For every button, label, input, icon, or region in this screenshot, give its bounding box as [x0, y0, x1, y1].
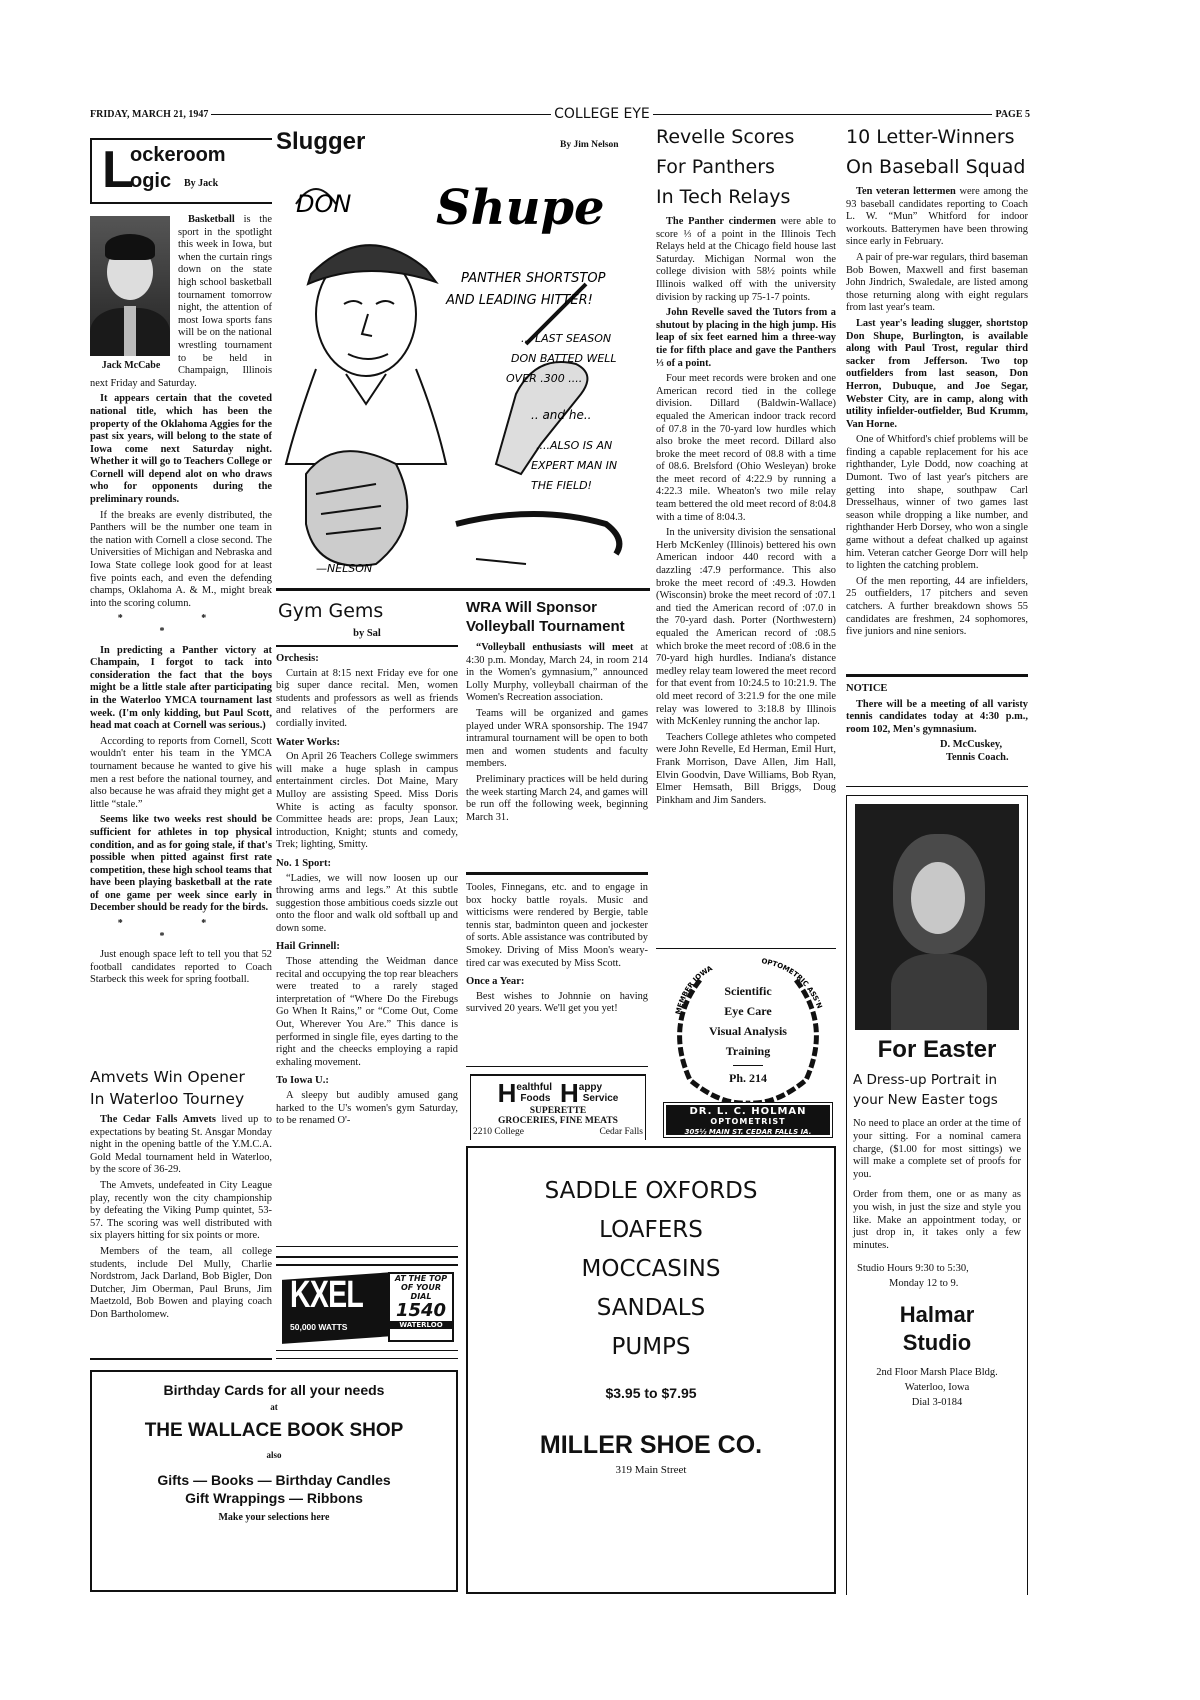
divider	[466, 1066, 648, 1067]
divider	[276, 645, 458, 647]
headline: Amvets Win Opener	[90, 1068, 245, 1086]
author-photo	[90, 216, 170, 356]
paragraph-text: Curtain at 8:15 next Friday eve for one big super dance recital. Men, women students and professors as well as friends and relatives of the performers are cordially invited.	[276, 667, 458, 729]
paragraph	[90, 1114, 272, 1177]
kxel-tagline: DIAL	[410, 1292, 432, 1301]
logo-word: appy	[578, 1082, 603, 1093]
lead-in: Ten veteran lettermen	[856, 186, 956, 197]
store-city: Cedar Falls	[599, 1127, 643, 1137]
paragraph	[276, 1090, 458, 1128]
logo-word: Service	[582, 1093, 619, 1104]
issue-date: FRIDAY, MARCH 21, 1947	[90, 108, 209, 120]
divider	[276, 588, 650, 591]
paragraph	[90, 510, 272, 611]
ad-line: Scientific	[724, 984, 772, 998]
paragraph-text: Teachers College athletes who competed were John Revelle, Ed Herman, Emil Hurt, Frank Morrison, Dave Allen, Jim Hall, Elvin Goodvin, Dave Williams, Bob Ryan, Elmer Hemsath, Bill Briggs, Doug Pinkham and Jim Sanders.	[656, 731, 836, 806]
headline: For Panthers	[656, 156, 775, 178]
author-photo-block	[90, 216, 172, 373]
page-header	[90, 106, 1030, 122]
headline: In Waterloo Tourney	[90, 1090, 245, 1108]
logo-word: Foods	[520, 1093, 551, 1104]
logo-letter: H	[497, 1078, 517, 1108]
paragraph	[276, 751, 458, 852]
paragraph	[466, 642, 648, 705]
kxel-dial-box	[388, 1272, 454, 1342]
cartoon-caption: OVER .300 ....	[506, 372, 583, 385]
cartoon-signature: —NELSON	[316, 562, 373, 575]
divider	[276, 1350, 458, 1351]
lead-in: Basketball	[188, 214, 235, 225]
ad-line: Make your selections here	[218, 1512, 330, 1523]
paragraph	[846, 434, 1028, 573]
ad-line: Training	[725, 1044, 771, 1058]
doctor-address: 305½ MAIN ST. CEDAR FALLS IA.	[684, 1128, 812, 1136]
cartoon-drawing	[276, 164, 646, 582]
shoe-style: LOAFERS	[599, 1217, 703, 1243]
halmar-studio-ad	[846, 795, 1028, 1595]
revelle-article	[656, 122, 836, 944]
doctor-title: OPTOMETRIST	[710, 1117, 786, 1126]
studio-city: Waterloo, Iowa	[904, 1381, 970, 1393]
paragraph-text: Just enough space left to tell you that 52 football candidates reported to Coach Starbeck this week for spring football.	[90, 949, 272, 986]
cartoon-caption: EXPERT MAN IN	[531, 459, 618, 472]
store-name: MILLER SHOE CO.	[539, 1431, 763, 1459]
baseball-article	[846, 122, 1028, 670]
studio-hours: Studio Hours 9:30 to 5:30,	[857, 1262, 969, 1274]
paragraph-text: Four meet records were broken and one American record tied in the college division. Dillard (Baldwin-Wallace) equaled the American indoor track record of 07.8 in the 70-yard low hurdles which also broke the meet record. Dillard also broke the meet record of 08.8 with a time of 08.6. Brelsford (Ohio Wesleyan) broke the meet record of 4:22.9 by running a 4:22.3 mile. Wheaton's two mile relay team bettered the old meet record of 8:04.8 with a time of 8:04.3.	[656, 373, 836, 523]
ad-line: Gift Wrappings — Ribbons	[185, 1490, 363, 1506]
page-number: PAGE 5	[995, 108, 1030, 120]
paragraph-text: at 4:30 p.m. Monday, March 24, in room 214 in the Women's gymnasium,” announced Lolly Murphy, volleyball chairman of the Women's Recreation association.	[466, 642, 648, 704]
paragraph	[656, 373, 836, 524]
paragraph	[466, 991, 648, 1016]
kxel-ad	[282, 1272, 454, 1344]
wallace-book-shop-ad	[90, 1370, 458, 1592]
shoe-list	[468, 1172, 834, 1367]
store-tagline: GROCERIES, FINE MEATS	[498, 1116, 618, 1126]
lead-in: The Cedar Falls Amvets	[100, 1114, 216, 1125]
cartoon-caption: ....ALSO IS AN	[536, 439, 613, 452]
header-rule	[211, 114, 551, 115]
paragraph	[656, 307, 836, 370]
section-separator: * * *	[117, 613, 245, 637]
paragraph-text: lived up to expectations by beating St. Ansgar Monday night in the opening battle of the Y.M.C.A. Gold Medal tournament held in Waterloo, by the score of 36-29.	[90, 1114, 272, 1176]
notice-signer-title: Tennis Coach.	[946, 751, 1009, 763]
notice-text: There will be a meeting of all varisty tennis candidates today at 4:30 p.m., room 102, Men's gymnasium.	[846, 698, 1028, 735]
studio-name: Studio	[902, 1329, 972, 1355]
paragraph	[846, 252, 1028, 315]
logo-letter: H	[559, 1078, 579, 1108]
paragraph-text: Last year's leading slugger, shortstop Don Shupe, Burlington, is available along with Paul Trost, regular third sacker from Jefferson. Two top outfielders from last season, Don Herron, Dubuque, and Joe Segar, Webster City, are in camp, along with utility infielder-outfielder, Bud Krumm, Van Horne.	[846, 317, 1028, 430]
miller-shoe-ad	[466, 1146, 836, 1594]
logo-word: ealthful	[516, 1082, 552, 1093]
paragraph	[90, 814, 272, 915]
paragraph-text: In predicting a Panther victory at Champain, I forgot to tack into consideration the fact that the boys might be a little stale after participating in the Waterloo YMCA tournament last week. (I'm only kidding, but Paul Scott, head mat coach at Cornell was serious.)	[90, 644, 272, 732]
gym-gems-continued	[466, 882, 648, 1062]
paragraph	[466, 774, 648, 824]
paragraph-text: is the sport in the spotlight this week in Iowa, but when the curtain rings down on the state high school basketball tournament tomorrow night, the attention of most Iowa sports fans will be on the national wrestling tournament to be held in Champaign, Illinois next Friday and Saturday.	[90, 214, 272, 389]
divider	[846, 674, 1028, 677]
title-initial: L	[102, 141, 134, 199]
cartoon-caption: THE FIELD!	[531, 479, 592, 492]
paragraph-text: A pair of pre-war regulars, third baseman Bob Bowen, Maxwell and first baseman John Jindrich, Swaledale, are listed among those returning along with eight regulars from last year's team.	[846, 251, 1028, 314]
kxel-call-letters: KXEL	[290, 1274, 364, 1316]
optometrist-ad	[660, 955, 836, 1137]
title-word-2: ogic	[130, 170, 172, 192]
cartoon-caption: DON BATTED WELL	[511, 352, 617, 365]
kxel-frequency: 1540	[395, 1300, 447, 1321]
paragraph-text: Teams will be organized and games played under WRA sponsorship. The 1947 intramural tournament will be open to both men and women students and faculty members.	[466, 707, 648, 770]
cartoon-caption: AND LEADING HITTER!	[446, 293, 593, 308]
doctor-name: DR. L. C. HOLMAN	[689, 1106, 807, 1117]
studio-hours: Monday 12 to 9.	[889, 1277, 959, 1289]
paragraph	[846, 186, 1028, 249]
divider	[276, 1256, 458, 1258]
cartoon-caption: .. and he..	[531, 408, 592, 422]
paragraph-text: Preliminary practices will be held during the week starting March 24, and games will be run off the following week, beginning March 31.	[466, 773, 648, 823]
paragraph	[90, 736, 272, 812]
divider	[90, 1358, 272, 1360]
kxel-city: WATERLOO	[390, 1321, 452, 1329]
lead-in: “Volleyball enthusiasts will meet	[476, 642, 634, 653]
headline: WRA Will Sponsor	[466, 599, 597, 616]
photo-caption: Jack McCabe	[101, 360, 161, 371]
byline: by Sal	[353, 628, 381, 639]
paragraph-text: A sleepy but audibly amused gang harked to the U's women's gym Saturday, to be renamed O'-	[276, 1090, 458, 1127]
cartoon-don: DON	[296, 190, 352, 218]
optometrist-nameplate	[664, 1103, 832, 1137]
paragraph	[90, 393, 272, 506]
ad-line: Gifts — Books — Birthday Candles	[157, 1472, 391, 1488]
subheading: No. 1 Sport:	[276, 857, 332, 869]
phone-number: Ph. 214	[728, 1071, 767, 1085]
paragraph-text: Members of the team, all college students, include Del Mully, Charlie Nordstrom, Jack Darland, Bob Bigler, Don Dutcher, Jim Oberman, Paul Bruns, Jim Maetzold, Bob Bowen and playing coach Don Bartholomew.	[90, 1245, 272, 1320]
slugger-title: Slugger	[276, 128, 366, 155]
store-name: THE WALLACE BOOK SHOP	[144, 1420, 404, 1441]
shoe-style: SADDLE OXFORDS	[544, 1178, 758, 1204]
paragraph	[276, 873, 458, 936]
subheading: Water Works:	[276, 736, 341, 748]
paragraph	[90, 1180, 272, 1243]
paragraph-text: It appears certain that the coveted national title, which has been the property of the Oklahoma Aggies for the past six years, will belong to the state of Iowa come next Saturday night. Whether it will go to Teachers College or Cornell will depend alot on who draws who for opponents during the preliminary rounds.	[90, 393, 272, 506]
paragraph	[656, 216, 836, 304]
ad-line: at	[270, 1402, 278, 1412]
gym-gems-article	[276, 598, 458, 1238]
paragraph-text: Of the men reporting, 44 are infielders, 25 outfielders, 17 pitchers and seven catchers. A further breakdown shows 55 candidates are freshmen, 24 sophomores, five juniors and nine seniors.	[846, 575, 1028, 638]
notice-title: NOTICE	[846, 683, 888, 694]
ad-line: Eye Care	[724, 1004, 772, 1018]
shoe-style: MOCCASINS	[581, 1256, 721, 1282]
paragraph-text: John Revelle saved the Tutors from a shutout by placing in the high jump. His leap of six feet earned him a three-way tie for fifth place and gave the Panthers ⅓ of a point.	[656, 307, 836, 369]
divider	[276, 1358, 458, 1359]
slugger-byline: By Jim Nelson	[560, 140, 619, 150]
headline: On Baseball Squad	[846, 156, 1026, 178]
studio-phone: Dial 3-0184	[911, 1396, 963, 1408]
ad-logo-row	[471, 1080, 645, 1106]
paragraph	[846, 318, 1028, 431]
shoe-style: PUMPS	[611, 1334, 691, 1360]
divider	[656, 948, 836, 949]
paragraph	[90, 645, 272, 733]
studio-address: 2nd Floor Marsh Place Bldg.	[876, 1366, 998, 1378]
paragraph-text: were able to score ⅓ of a point in the Illinois Tech Relays held at the Chicago field house last Saturday. Michigan Normal won the college division with 58½ points while Illinois walked off with the university division by racking up 75-1-7 points.	[656, 216, 836, 303]
slugger-cartoon	[276, 164, 646, 582]
member-arc-text: OPTOMETRIC ASS'N	[760, 957, 824, 1010]
headline: Volleyball Tournament	[466, 618, 625, 635]
price-range: $3.95 to $7.95	[605, 1385, 697, 1401]
paragraph	[466, 708, 648, 771]
divider	[846, 786, 1028, 787]
ad-paragraph: Order from them, one or as many as you wish, in just the size and style you like. Make an appointment today, or just drop in, it takes only a few minutes.	[853, 1188, 1021, 1252]
paragraph-text: In the university division the sensational Herb McKenley (Illinois) bettered his own American indoor 440 record with a dazzling :47.9 performance. This also broke the meet record of :49.3. Howden (Wisconsin) broke the meet record of :07.1 and tied the American record of :07.0 in the 70-yard dash. Porter (Northwestern) equaled the American record of :08.5 which broke the meet record of :08.6 in the 70-yard high hurdles. Indiana's distance medley relay team lowered the meet record for that event from 10:24.5 to 10:21.9. The old meet record of 3:21.9 for the one mile relay was lowered to 3:18.8 by Illinois with McKenley running the anchor lap.	[656, 527, 836, 728]
headline: In Tech Relays	[656, 186, 791, 208]
subheading: Hail Grinnell:	[276, 941, 340, 953]
cartoon-caption: PANTHER SHORTSTOP	[461, 271, 606, 286]
ad-line: Visual Analysis	[709, 1024, 787, 1038]
headline: 10 Letter-Winners	[846, 126, 1015, 148]
paragraph-text: One of Whitford's chief problems will be finding a capable replacement for his ace righthander, Lyle Dodd, now coaching at Dumont. Two of last year's pitchers are getting into shape, southpaw Carl Dresselhaus, winner of two games last season while dropping a like number, and righthander Herb Dorsey, who won a single game without a defeat chalked up against him. Veteran catcher George Dorr will help to lighten the catching problem.	[846, 434, 1028, 572]
subheading: Orchesis:	[276, 653, 319, 664]
paragraph-text: The Amvets, undefeated in City League play, recently won the city championship by defeating the Viking Pump quintet, 53-57. The scoring was well distributed with six players hitting for six points or more.	[90, 1179, 272, 1242]
ad-subheadline: A Dress-up Portrait in	[853, 1072, 998, 1088]
kxel-power: 50,000 WATTS	[290, 1322, 348, 1332]
ad-line: also	[266, 1450, 282, 1460]
paragraph	[656, 527, 836, 729]
header-rule	[653, 114, 993, 115]
cartoon-caption: ... LAST SEASON	[521, 332, 612, 345]
member-arc-text: MEMBER IOWA	[674, 964, 714, 1016]
divider	[276, 1246, 458, 1247]
divider	[466, 872, 648, 875]
column-title: Gym Gems	[278, 600, 384, 622]
divider	[276, 1264, 458, 1266]
paragraph-text: Tooles, Finnegans, etc. and to engage in box hocky battle royals. Music and witticisms were rendered by Bergie, table tennis star, badminton queen and jockester of sorts. Able assistance was contributed by Smokey. Driving of Miss Moon's weary-tired car was executed by Miss Scott.	[466, 882, 648, 969]
lead-in: The Panther cindermen	[666, 216, 776, 227]
studio-name: Halmar	[899, 1301, 975, 1327]
section-separator: * * *	[117, 918, 245, 942]
kxel-tagline: OF YOUR	[400, 1283, 441, 1292]
ad-line: Birthday Cards for all your needs	[163, 1382, 385, 1398]
headline: Revelle Scores	[656, 126, 795, 148]
paragraph-text: According to reports from Cornell, Scott wouldn't enter his team in the YMCA tournament because he wanted to give his men a rest before the national tourney, and also because he was afraid they might get a little “stale.”	[90, 735, 272, 810]
amvets-article	[90, 1066, 272, 1356]
paragraph	[846, 576, 1028, 639]
ad-headline: For Easter	[877, 1036, 997, 1063]
lockeroom-title-box	[90, 138, 272, 204]
store-address: 2210 College	[473, 1127, 524, 1137]
masthead-title: COLLEGE EYE	[554, 106, 650, 122]
ad-subheadline: your New Easter togs	[853, 1092, 998, 1108]
ad-paragraph: No need to place an order at the time of your sitting. For a nominal camera charge, ($1.00 for most sittings) we will make a complete set of proofs for you.	[853, 1118, 1021, 1181]
paragraph-text: If the breaks are evenly distributed, the Panthers will be the number one team in the nation with Cornell a close second. The Universities of Michigan and Nebraska and Iowa State college look good for at least five points each, and even the defending champs, Oklahoma A. & M., might break into the scoring column.	[90, 509, 272, 609]
paragraph-text: “Ladies, we will now loosen up our throwing arms and legs.” At this subtle suggestion those ambitious coeds sizzle out onto the floor and walk old softball up and down some.	[276, 872, 458, 934]
paragraph-text: On April 26 Teachers College swimmers will make a huge splash in campus entertainment circles. Dot Maine, Mary Mulloy are assisting Speed. Miss Doris White is acting as faculty sponsor. Committee heads are: props, Jean Laux; introduction, Knight; stunts and comedy, Trek; lighting, Smitty.	[276, 751, 458, 851]
paragraph	[276, 668, 458, 731]
superette-ad	[470, 1074, 646, 1140]
store-name: SUPERETTE	[529, 1106, 587, 1116]
subheading: To Iowa U.:	[276, 1075, 329, 1087]
portrait-photo	[855, 804, 1019, 1030]
subheading: Once a Year:	[466, 976, 525, 988]
paragraph	[90, 1246, 272, 1322]
title-word-1: ockeroom	[130, 144, 226, 166]
paragraph	[276, 956, 458, 1069]
paragraph	[90, 949, 272, 987]
byline: By Jack	[184, 178, 219, 189]
paragraph-text: Best wishes to Johnnie on having survived 20 years. We'll get you yet!	[466, 990, 648, 1015]
paragraph-text: Those attending the Weidman dance recital and occupying the top rear bleachers were treated to a rarely staged interpretation of “Where Do the Firebugs Go When It Rains,” or “Come Out, Come Out, Wherever You Are.” This dance is performed in single file, eyes darting to the right and the cheecks employing a rapid exhaling movement.	[276, 956, 458, 1068]
notice-signer: D. McCuskey,	[940, 739, 1003, 751]
paragraph-text: were among the 93 baseball candidates reporting to Coach L. W. “Mun” Whitford for indoor workouts. Batterymen have been throwing since early in February.	[846, 186, 1028, 248]
paragraph-text: Seems like two weeks rest should be sufficient for athletes in top physical condition, and as for going stale, if that's possible when pitted against first rate competition, these high school teams that have been playing basketball at the rate of one game per week since early in December should be ready for the birds.	[90, 814, 272, 914]
wra-article	[466, 598, 648, 868]
lockeroom-article	[90, 214, 272, 1064]
tennis-notice	[846, 683, 1028, 779]
shoe-style: SANDALS	[596, 1295, 706, 1321]
paragraph	[656, 732, 836, 808]
store-address: 319 Main Street	[615, 1464, 687, 1476]
cartoon-player-name: Shupe	[436, 180, 605, 236]
paragraph	[466, 882, 648, 970]
kxel-tagline: AT THE TOP	[394, 1274, 448, 1283]
